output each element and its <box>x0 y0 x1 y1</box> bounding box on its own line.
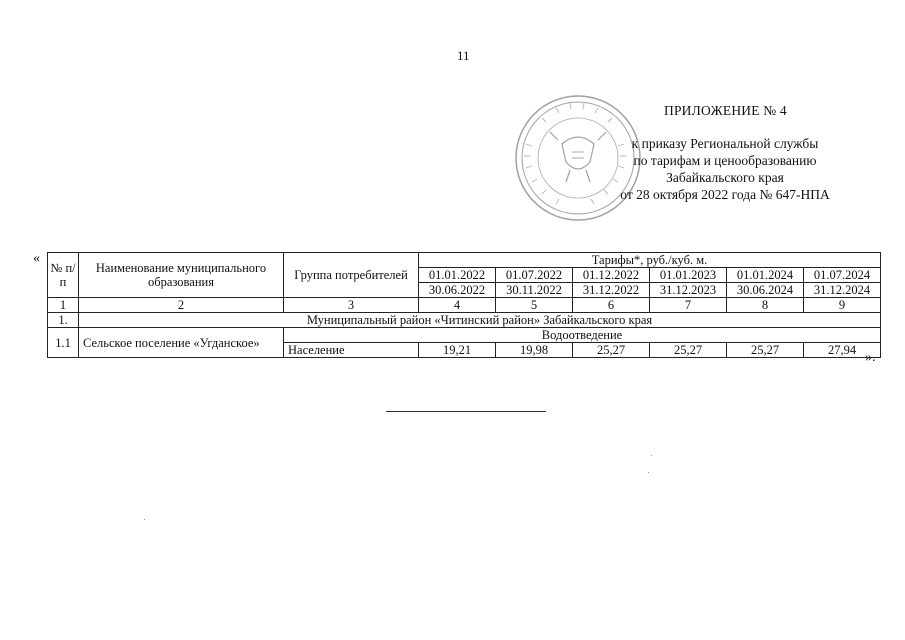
column-number: 4 <box>419 298 496 313</box>
column-number: 5 <box>496 298 573 313</box>
page-number: 11 <box>457 48 470 63</box>
tariff-value: 19,98 <box>496 343 573 358</box>
period-to: 30.11.2022 <box>496 283 573 298</box>
district-row <box>48 313 881 328</box>
tariff-value: 25,27 <box>727 343 804 358</box>
period-to: 31.12.2022 <box>573 283 650 298</box>
tariff-value: 27,94 <box>804 343 881 358</box>
column-number: 6 <box>573 298 650 313</box>
consumer-group-cell: Население <box>284 343 419 358</box>
order-line: по тарифам и ценообразованию <box>633 153 817 168</box>
period-to: 31.12.2024 <box>804 283 881 298</box>
order-reference <box>600 135 850 203</box>
column-number: 1 <box>48 298 79 313</box>
period-from: 01.07.2024 <box>804 268 881 283</box>
period-to: 30.06.2022 <box>419 283 496 298</box>
order-line: к приказу Региональной службы <box>631 136 819 151</box>
column-number: 8 <box>727 298 804 313</box>
settlement-number: 1.1 <box>48 328 79 358</box>
period-from: 01.07.2022 <box>496 268 573 283</box>
closing-quote: ». <box>865 350 876 365</box>
column-number-row <box>48 298 881 313</box>
period-to: 31.12.2023 <box>650 283 727 298</box>
header-number: № п/п <box>48 253 79 298</box>
order-line: Забайкальского края <box>666 170 784 185</box>
header-tariffs: Тарифы*, руб./куб. м. <box>419 253 881 268</box>
header-municipality: Наименование муниципального образования <box>79 253 284 298</box>
opening-quote: « <box>33 251 40 266</box>
settlement-service-row <box>48 328 881 343</box>
tariff-table <box>47 252 881 358</box>
period-from: 01.01.2024 <box>727 268 804 283</box>
column-number: 9 <box>804 298 881 313</box>
header-consumer-group: Группа потребителей <box>284 253 419 298</box>
column-number: 2 <box>79 298 284 313</box>
tariff-value: 19,21 <box>419 343 496 358</box>
appendix-title: ПРИЛОЖЕНИЕ № 4 <box>664 103 787 118</box>
scan-speck <box>648 472 649 473</box>
divider-line <box>386 411 546 412</box>
header-row <box>48 253 881 268</box>
tariff-value: 25,27 <box>573 343 650 358</box>
tariff-value: 25,27 <box>650 343 727 358</box>
service-name: Водоотведение <box>284 328 881 343</box>
column-number: 7 <box>650 298 727 313</box>
district-name: Муниципальный район «Читинский район» Забайкальского края <box>79 313 881 328</box>
scan-speck <box>144 519 145 520</box>
period-from: 01.12.2022 <box>573 268 650 283</box>
period-from: 01.01.2022 <box>419 268 496 283</box>
order-line: от 28 октября 2022 года № 647-НПА <box>620 187 830 202</box>
district-number: 1. <box>48 313 79 328</box>
period-to: 30.06.2024 <box>727 283 804 298</box>
period-from: 01.01.2023 <box>650 268 727 283</box>
settlement-name: Сельское поселение «Угданское» <box>79 328 284 358</box>
column-number: 3 <box>284 298 419 313</box>
scan-speck <box>651 455 652 456</box>
